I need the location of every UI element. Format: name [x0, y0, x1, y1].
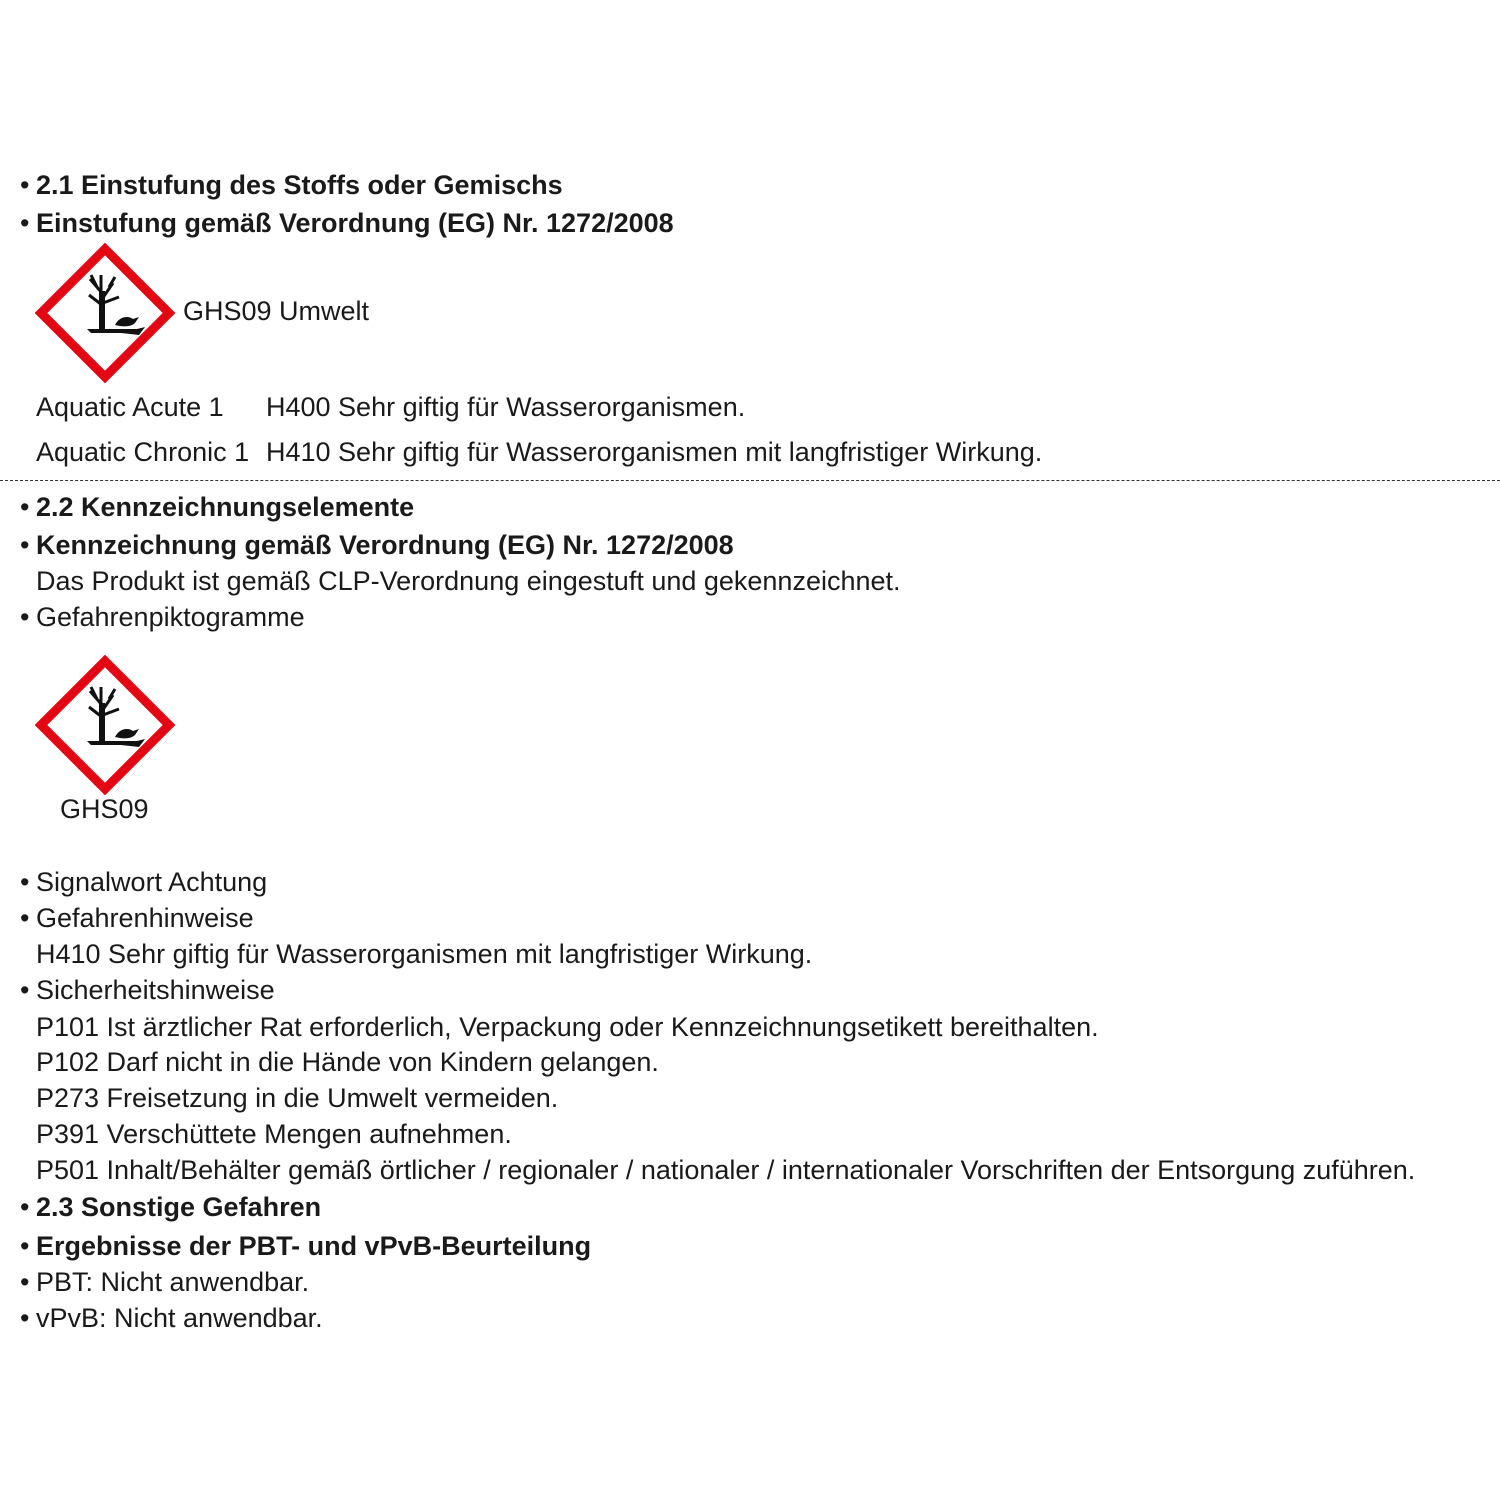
clp-note: Das Produkt ist gemäß CLP-Verordnung eingestuft und gekennzeichnet.: [36, 566, 901, 596]
signal-word: • Signalwort Achtung: [20, 867, 268, 897]
section-2-2-heading: • 2.2 Kennzeichnungselemente: [20, 492, 415, 522]
precautionary-statement: P102 Darf nicht in die Hände von Kindern gelangen.: [36, 1047, 659, 1077]
precautionary-statement: P501 Inhalt/Behälter gemäß örtlicher / regionaler / nationaler / internationaler Vorschriften der Entsorgung zuführen.: [36, 1155, 1416, 1185]
precautionary-label: • Sicherheitshinweise: [20, 975, 275, 1005]
precautionary-statement: P101 Ist ärztlicher Rat erforderlich, Verpackung oder Kennzeichnungsetikett bereithalten.: [36, 1012, 1099, 1042]
classification-statement: H410 Sehr giftig für Wasserorganismen mit langfristiger Wirkung.: [266, 437, 1043, 467]
classification-category: Aquatic Chronic 1: [36, 437, 250, 467]
pictogram-code: GHS09: [60, 794, 149, 824]
classification-category: Aquatic Acute 1: [36, 392, 224, 422]
hazard-statement: H410 Sehr giftig für Wasserorganismen mit langfristiger Wirkung.: [36, 939, 813, 969]
vpvb-result: • vPvB: Nicht anwendbar.: [20, 1303, 323, 1333]
precautionary-statement: P391 Verschüttete Mengen aufnehmen.: [36, 1119, 512, 1149]
section-2-1-heading: • 2.1 Einstufung des Stoffs oder Gemischs: [20, 170, 563, 200]
section-divider: [0, 480, 1500, 481]
pictograms-label: • Gefahrenpiktogramme: [20, 602, 305, 632]
precautionary-statement: P273 Freisetzung in die Umwelt vermeiden.: [36, 1083, 559, 1113]
pbt-result: • PBT: Nicht anwendbar.: [20, 1267, 310, 1297]
ghs09-environment-icon: [35, 243, 175, 383]
hazard-statements-label: • Gefahrenhinweise: [20, 903, 254, 933]
section-2-2-subheading: • Kennzeichnung gemäß Verordnung (EG) Nr. 1272/2008: [20, 530, 734, 560]
pictogram-label: GHS09 Umwelt: [183, 296, 370, 326]
classification-statement: H400 Sehr giftig für Wasserorganismen.: [266, 392, 746, 422]
section-2-3-subheading: • Ergebnisse der PBT- und vPvB-Beurteilung: [20, 1231, 592, 1261]
ghs09-environment-icon: [35, 655, 175, 795]
section-2-1-subheading: • Einstufung gemäß Verordnung (EG) Nr. 1272/2008: [20, 208, 674, 238]
section-2-3-heading: • 2.3 Sonstige Gefahren: [20, 1192, 322, 1222]
